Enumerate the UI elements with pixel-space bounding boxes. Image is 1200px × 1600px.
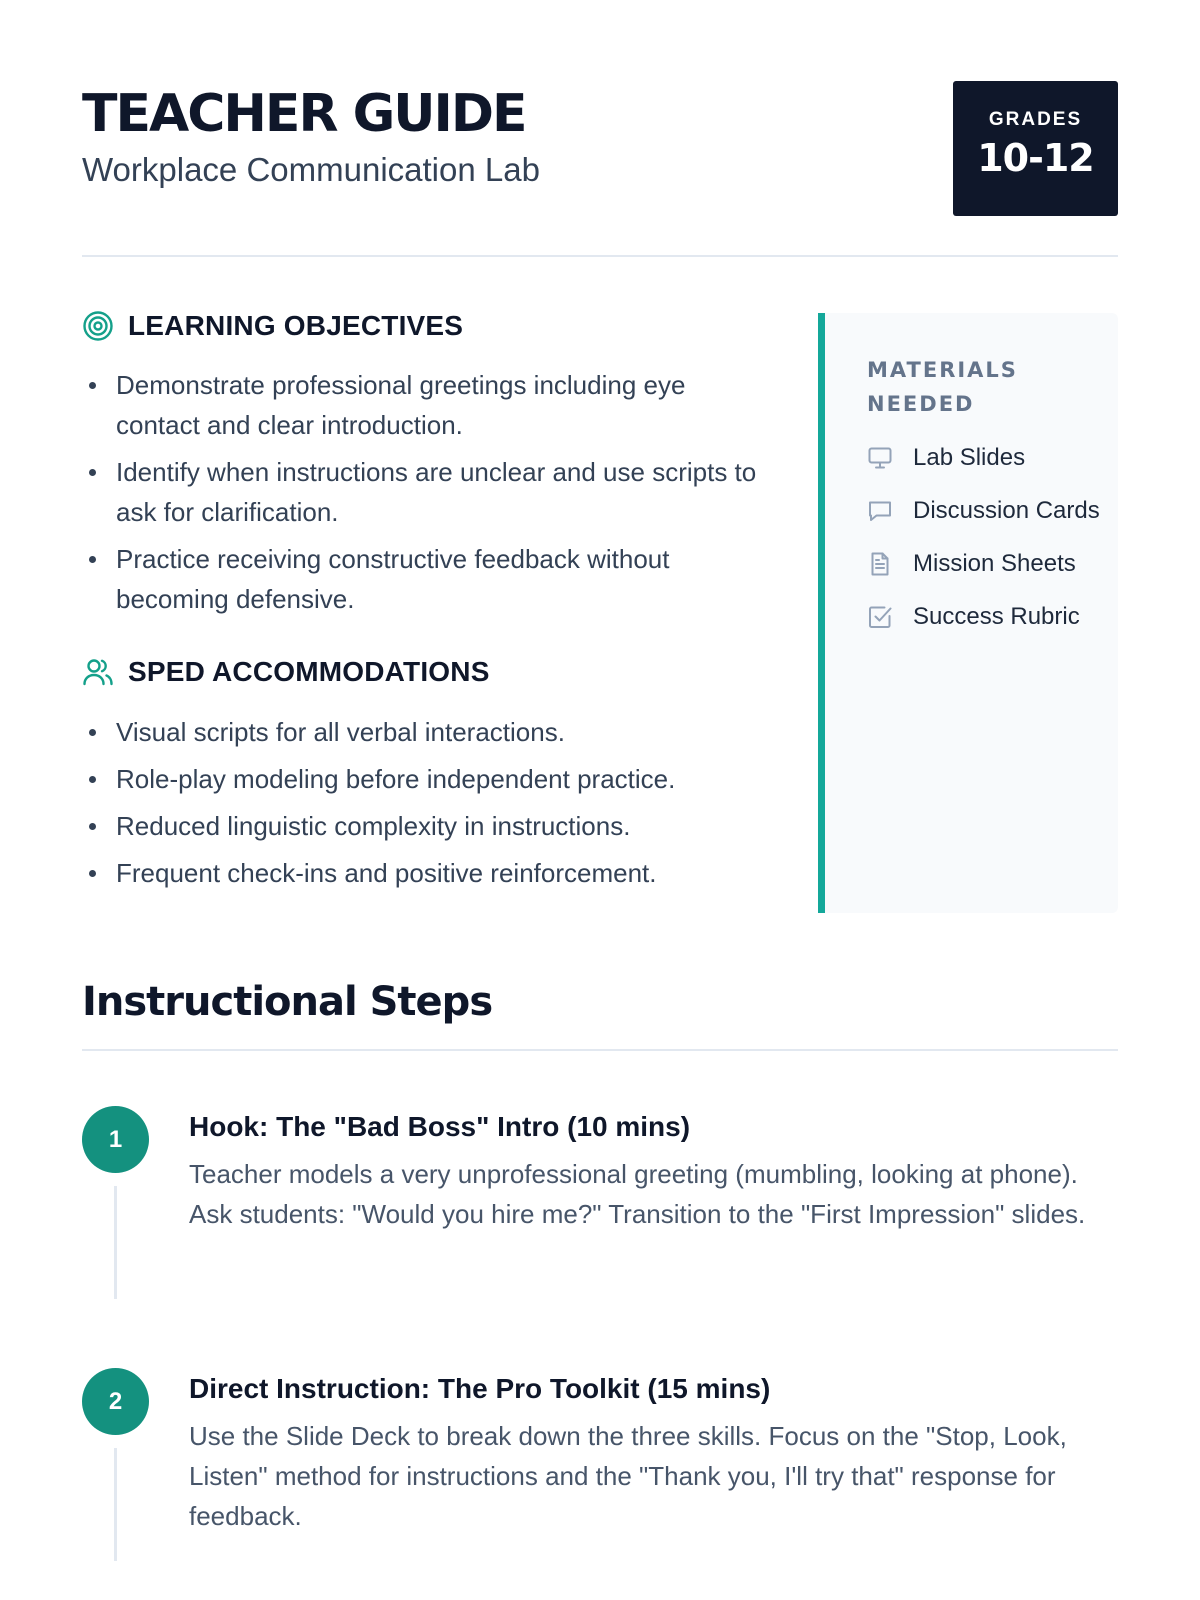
- grades-badge: [953, 81, 1118, 216]
- accommodation-item: Visual scripts for all verbal interactions.: [82, 712, 762, 752]
- checkbox-icon: [867, 604, 893, 630]
- step-connector: [114, 1448, 117, 1561]
- objective-item: Identify when instructions are unclear and use scripts to ask for clarification.: [82, 452, 762, 532]
- step-description: Teacher models a very unprofessional greeting (mumbling, looking at phone). Ask students: "Would you hire me?" Transition to the "First Impression" slides.: [189, 1159, 1086, 1229]
- step-title: Direct Instruction: The Pro Toolkit (15 mins): [189, 1373, 771, 1404]
- material-label: Success Rubric: [913, 603, 1080, 630]
- materials-list: [867, 441, 1117, 653]
- chat-bubble-icon: [867, 498, 893, 524]
- overview-columns: [82, 257, 1118, 917]
- monitor-icon: [867, 445, 893, 471]
- target-icon: [82, 310, 114, 342]
- material-label: Mission Sheets: [913, 550, 1076, 577]
- material-label: Discussion Cards: [913, 497, 1100, 524]
- grades-value: 10-12: [977, 136, 1094, 180]
- step-number-badge: 2: [82, 1368, 149, 1435]
- material-item: [867, 494, 1117, 528]
- grades-label: GRADES: [988, 109, 1083, 130]
- objectives-list: [82, 365, 762, 626]
- material-item: [867, 547, 1117, 581]
- accommodation-item: Role-play modeling before independent practice.: [82, 759, 762, 799]
- users-icon: [82, 656, 114, 688]
- materials-panel: [818, 313, 1118, 913]
- document-icon: [867, 551, 893, 577]
- steps-divider: [82, 1049, 1118, 1051]
- page-title: TEACHER GUIDE: [82, 84, 526, 144]
- step-description: Use the Slide Deck to break down the three skills. Focus on the "Stop, Look, Listen" method for instructions and the "Thank you, I'll try that" response for feedback.: [189, 1421, 1067, 1531]
- steps-heading: Instructional Steps: [82, 979, 493, 1025]
- material-item: [867, 600, 1117, 634]
- materials-heading: MATERIALS NEEDED: [867, 358, 1018, 416]
- accommodation-item: Frequent check-ins and positive reinforcement.: [82, 853, 762, 893]
- material-label: Lab Slides: [913, 444, 1026, 471]
- step-number-badge: 1: [82, 1106, 149, 1173]
- objectives-heading-row: [82, 309, 463, 343]
- accommodations-list: [82, 712, 762, 900]
- material-item: [867, 441, 1117, 475]
- objectives-heading: LEARNING OBJECTIVES: [128, 310, 464, 341]
- step-connector: [114, 1186, 117, 1299]
- accommodations-heading-row: [82, 655, 490, 689]
- accommodation-item: Reduced linguistic complexity in instructions.: [82, 806, 762, 846]
- objective-item: Demonstrate professional greetings including eye contact and clear introduction.: [82, 365, 762, 445]
- objective-item: Practice receiving constructive feedback without becoming defensive.: [82, 539, 762, 619]
- header: [82, 0, 1118, 257]
- page-subtitle: Workplace Communication Lab: [82, 151, 540, 188]
- step-title: Hook: The "Bad Boss" Intro (10 mins): [189, 1111, 691, 1142]
- accommodations-heading: SPED ACCOMMODATIONS: [128, 656, 490, 687]
